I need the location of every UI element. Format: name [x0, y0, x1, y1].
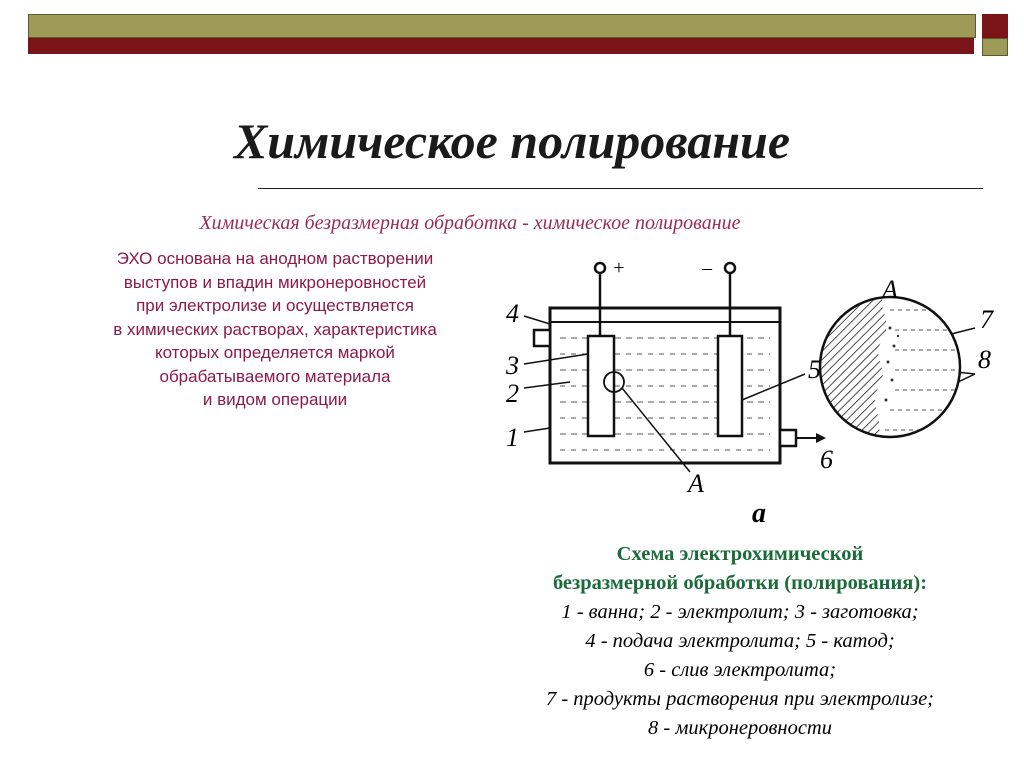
inlet-pipe: [534, 330, 550, 346]
title-divider: [258, 188, 983, 189]
figure-caption: [460, 540, 1020, 743]
label-minus: –: [702, 257, 712, 279]
label-4: 4: [506, 299, 519, 328]
label-a-lower: a: [752, 498, 766, 529]
label-6: 6: [820, 445, 833, 474]
slide-subtitle: Химическая безразмерная обработка - химическое полирование: [199, 212, 741, 234]
outlet-arrowhead: [816, 433, 826, 443]
caption-legend-line: 6 - слив электролита;: [643, 659, 837, 681]
label-8: 8: [978, 345, 991, 374]
label-7: 7: [980, 305, 993, 334]
caption-legend-line: 7 - продукты растворения при электролизе;: [545, 688, 935, 710]
header-square-olive: [982, 38, 1008, 56]
description-line: в химических растворах, характеристика: [113, 319, 437, 339]
description-line: выступов и впадин микронеровностей: [123, 272, 427, 292]
description-line: которых определяется маркой: [155, 343, 395, 362]
caption-legend-line: 8 - микронеровности: [648, 717, 832, 739]
header-bar-olive-top: [28, 14, 976, 38]
cathode-terminal: [725, 263, 735, 273]
description-line: при электролизе и осуществляется: [136, 296, 414, 315]
anode-terminal: [595, 263, 605, 273]
workpiece-electrode: [588, 336, 614, 436]
cathode-electrode: [718, 336, 742, 436]
header-square-dark: [982, 14, 1008, 38]
description-line: обрабатываемого материала: [159, 366, 391, 386]
slide-title: Химическое полирование: [233, 113, 791, 169]
label-a-zoom: A: [882, 275, 898, 304]
outlet-pipe: [780, 430, 796, 446]
caption-heading-line: безразмерной обработки (полирования):: [552, 572, 928, 594]
caption-legend-line: 1 - ванна; 2 - электролит; 3 - заготовка;: [561, 601, 919, 623]
label-plus: +: [612, 257, 626, 279]
description-line: и видом операции: [202, 390, 348, 409]
caption-heading-line: Схема электрохимической: [616, 543, 864, 565]
description-line: ЭХО основана на анодном растворении: [116, 249, 434, 268]
header-bar-dark: [28, 38, 974, 54]
label-2: 2: [506, 379, 519, 408]
description-text: [30, 247, 520, 412]
label-1: 1: [506, 423, 519, 452]
electrochemical-cell-diagram: [490, 250, 1020, 540]
caption-legend-line: 4 - подача электролита; 5 - катод;: [585, 630, 895, 652]
label-5: 5: [808, 355, 821, 384]
label-a-upper: A: [688, 469, 704, 498]
label-3: 3: [506, 351, 519, 380]
